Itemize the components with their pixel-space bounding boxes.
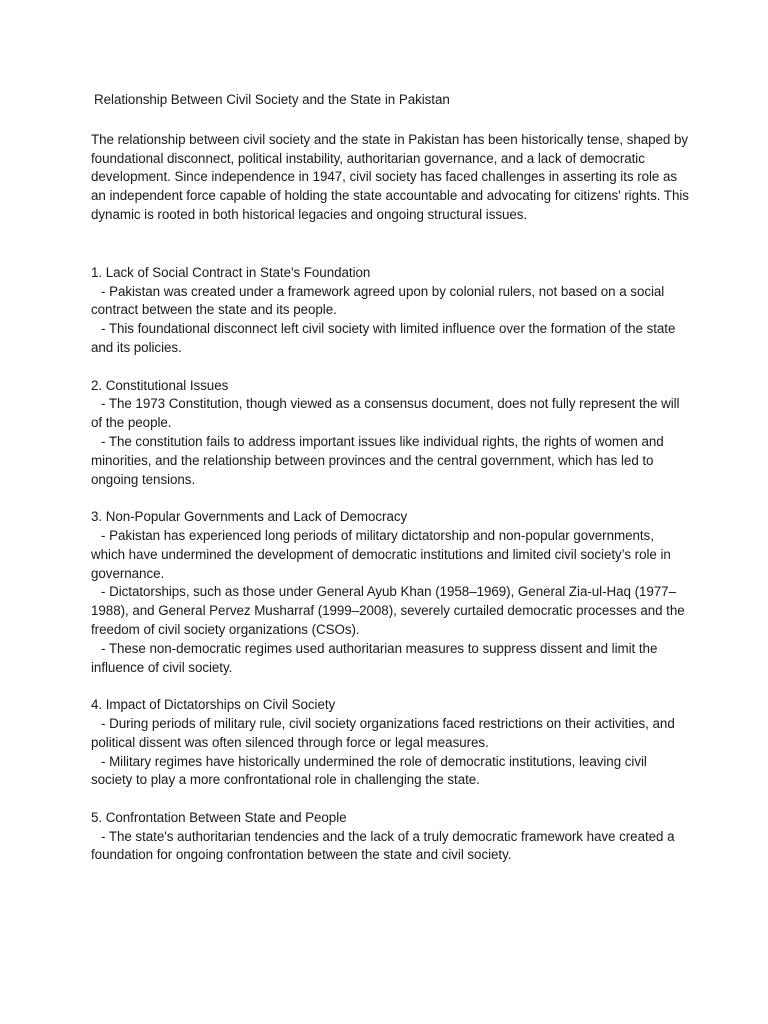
section-heading: 2. Constitutional Issues [91, 377, 229, 393]
document-page [91, 91, 691, 884]
section-2 [91, 377, 691, 490]
section-point: - These non-democratic regimes used authoritarian measures to suppress dissent and limit the influence of civil society. [91, 640, 658, 675]
section-point: - Dictatorships, such as those under General Ayub Khan (1958–1969), General Zia-ul-Haq (1977–1988), and General Pervez Musharraf (1999–2008), severely curtailed democratic processes and the freedom of civil society organizations (CSOs). [91, 584, 685, 637]
section-point: - This foundational disconnect left civil society with limited influence over the formation of the state and its policies. [91, 321, 676, 355]
document-title: Relationship Between Civil Society and the State in Pakistan [94, 92, 450, 107]
section-heading: 5. Confrontation Between State and People [91, 809, 347, 825]
section-point: - The 1973 Constitution, though viewed as a consensus document, does not fully represent the will of the people. [91, 396, 680, 431]
section-4 [91, 696, 691, 790]
section-point: - Pakistan was created under a framework agreed upon by colonial rulers, not based on a social contract between the state and its people. [91, 283, 665, 318]
section-point: - The state's authoritarian tendencies and the lack of a truly democratic framework have created a foundation for ongoing confrontation between the state and civil society. [91, 828, 675, 863]
section-heading: 4. Impact of Dictatorships on Civil Society [91, 697, 336, 713]
section-point: - The constitution fails to address important issues like individual rights, the rights of women and minorities, and the relationship between provinces and the central government, which has led to ongoing tensions. [91, 433, 664, 487]
section-point: - Military regimes have historically undermined the role of democratic institutions, leaving civil society to play a more confrontational role in challenging the state. [91, 753, 647, 788]
section-5 [91, 809, 691, 865]
section-heading: 1. Lack of Social Contract in State's Foundation [91, 264, 371, 280]
section-point: - Pakistan has experienced long periods of military dictatorship and non-popular governments, which have undermined the development of democratic institutions and limited civil society’s role in governance. [91, 527, 671, 581]
section-1 [91, 264, 691, 358]
intro-paragraph: The relationship between civil society and the state in Pakistan has been historically tense, shaped by foundational disconnect, political instability, authoritarian governance, and a lack of democratic development. Since independence in 1947, civil society has faced challenges in asserting its role as an independent force capable of holding the state accountable and advocating for citizens' rights. This dynamic is rooted in both historical legacies and ongoing structural issues. [91, 131, 689, 222]
section-point: - During periods of military rule, civil society organizations faced restrictions on their activities, and political dissent was often silenced through force or legal measures. [91, 715, 675, 750]
section-heading: 3. Non-Popular Governments and Lack of Democracy [91, 509, 408, 525]
section-3 [91, 508, 691, 677]
